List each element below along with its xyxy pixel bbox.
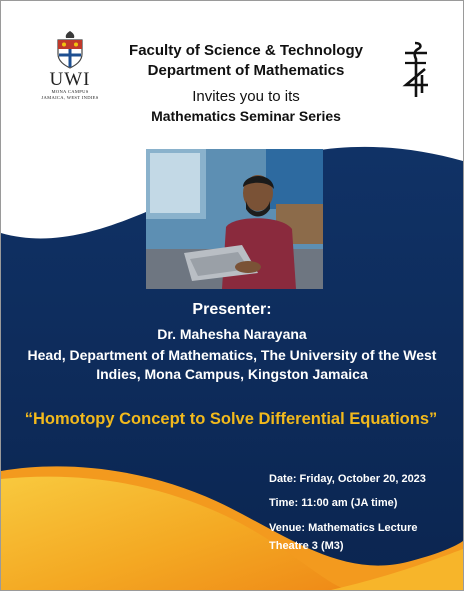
event-venue: Venue: Mathematics Lecture Theatre 3 (M3)	[269, 522, 418, 552]
event-date: Date: Friday, October 20, 2023	[269, 473, 426, 485]
poster-header	[101, 41, 391, 125]
uwi-logo	[41, 29, 99, 101]
department-name: Department of Mathematics	[147, 62, 345, 79]
event-time: Time: 11:00 am (JA time)	[269, 497, 398, 509]
invitation-line: Invites you to its	[192, 88, 300, 105]
event-details	[269, 471, 454, 562]
math-department-logo-icon	[401, 41, 431, 99]
presenter-label: Presenter:	[192, 301, 272, 318]
location-label: JAMAICA, WEST INDIES	[41, 95, 99, 100]
faculty-name: Faculty of Science & Technology	[129, 42, 363, 59]
campus-label: MONA CAMPUS	[51, 89, 89, 94]
uwi-wordmark: UWI	[49, 69, 91, 90]
presenter-name: Dr. Mahesha Narayana	[157, 326, 307, 342]
presenter-affiliation: Head, Department of Mathematics, The University of the West Indies, Mona Campus, Kingston Jamaica	[27, 347, 437, 382]
presenter-section	[21, 299, 443, 384]
uwi-crest-icon	[53, 29, 87, 69]
presenter-photo	[146, 149, 323, 289]
talk-title: “Homotopy Concept to Solve Differential Equations”	[24, 410, 438, 428]
seminar-series-name: Mathematics Seminar Series	[151, 108, 341, 124]
